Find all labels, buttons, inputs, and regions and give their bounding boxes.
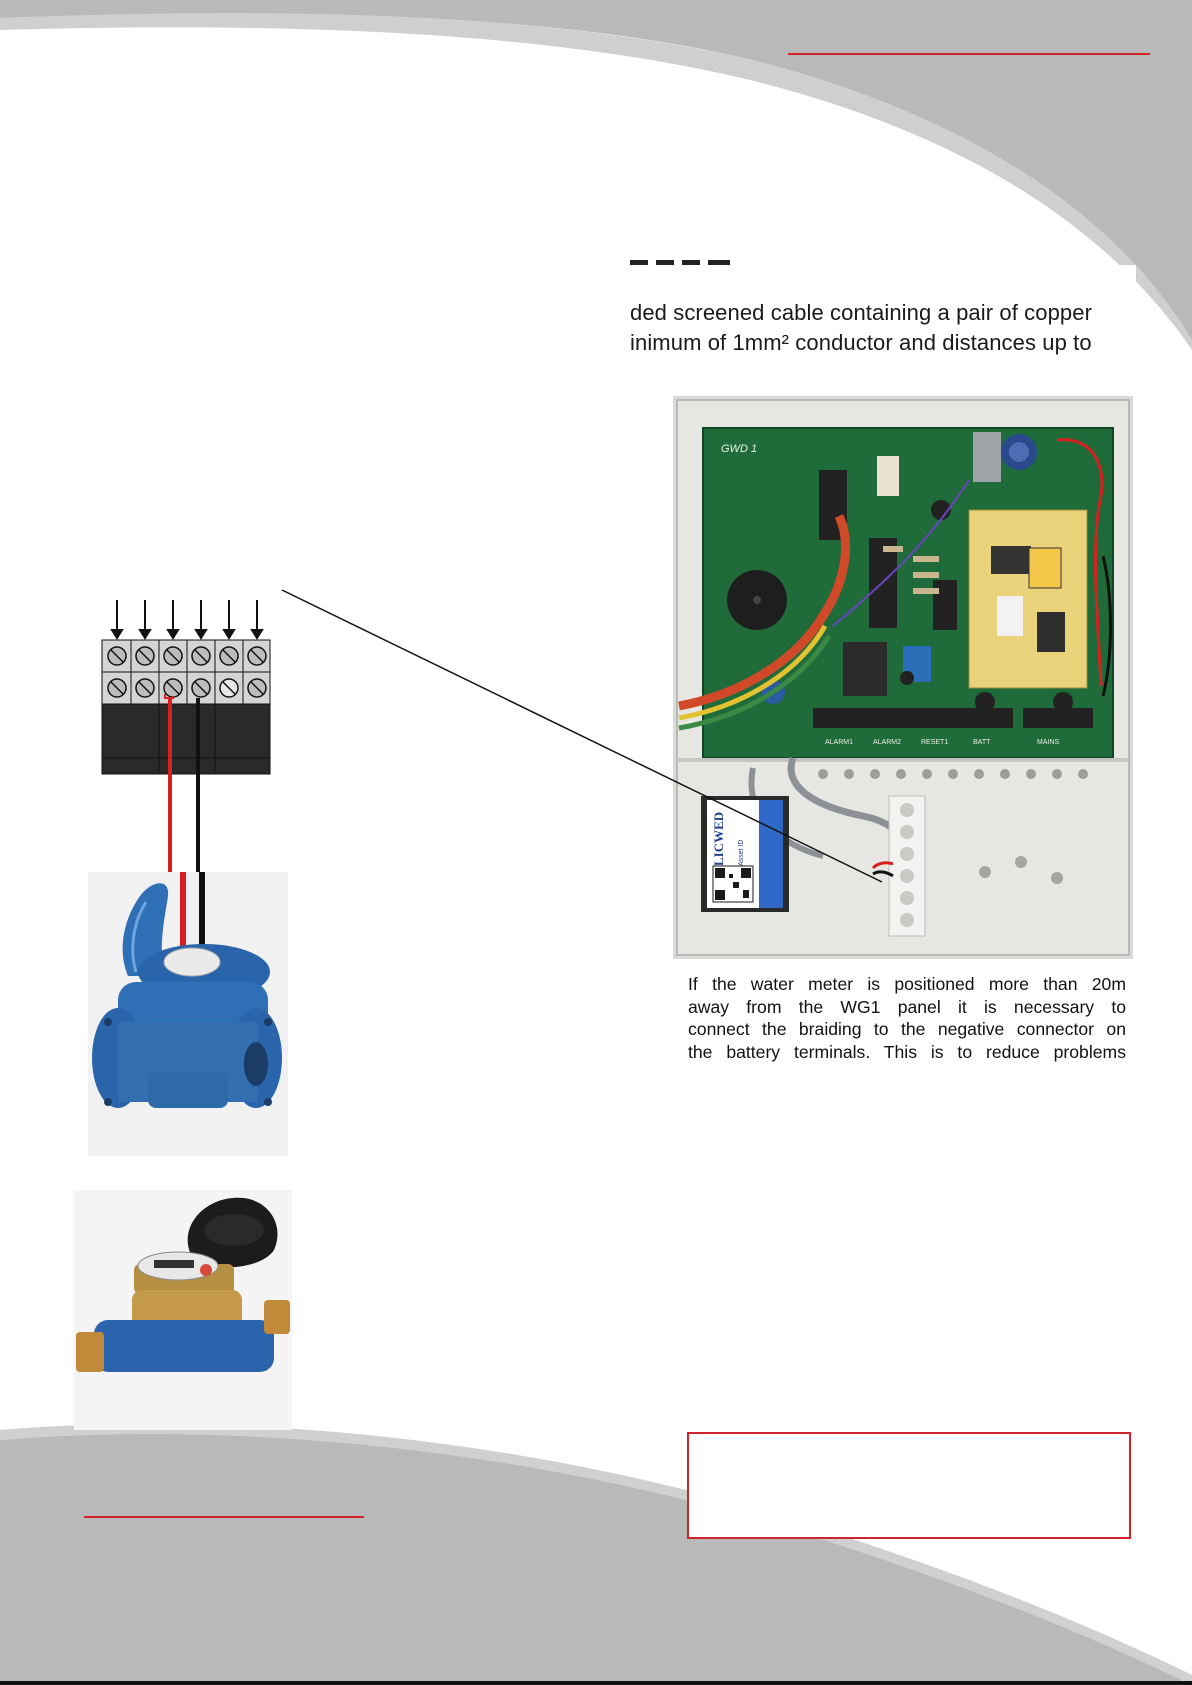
note-box [687,1432,1131,1539]
licwed-module-brand: LICWED [711,811,726,866]
terminal-label-alarm2: ALARM2 [873,739,902,746]
caption-line-1: If the water meter is positioned more than 20m [688,974,1126,994]
caption-line-4: the battery terminals. This is to reduce problems [688,1041,1126,1062]
caption-line-3: connect the braiding to the negative connector on [688,1019,1126,1039]
licwed-module-asset: Asset ID [738,839,745,866]
arrow-down-icon [112,600,262,638]
flanged-water-meter-icon [88,872,288,1156]
terminal-label-alarm1: ALARM1 [825,739,854,746]
distance-caption [688,973,1126,1063]
terminal-label-mains: MAINS [1037,739,1060,746]
threaded-water-meter-icon [74,1190,292,1430]
cable-spec-line-2: inimum of 1mm² conductor and distances up to [630,330,1092,355]
terminal-label-batt: BATT [973,739,991,746]
terminal-label-reset1: RESET1 [921,739,949,746]
caption-line-2: away from the WG1 panel it is necessary to [688,996,1126,1017]
cable-spec-line-1: ded screened cable containing a pair of copper [630,300,1093,325]
pcb-board-label: GWD 1 [721,443,758,455]
